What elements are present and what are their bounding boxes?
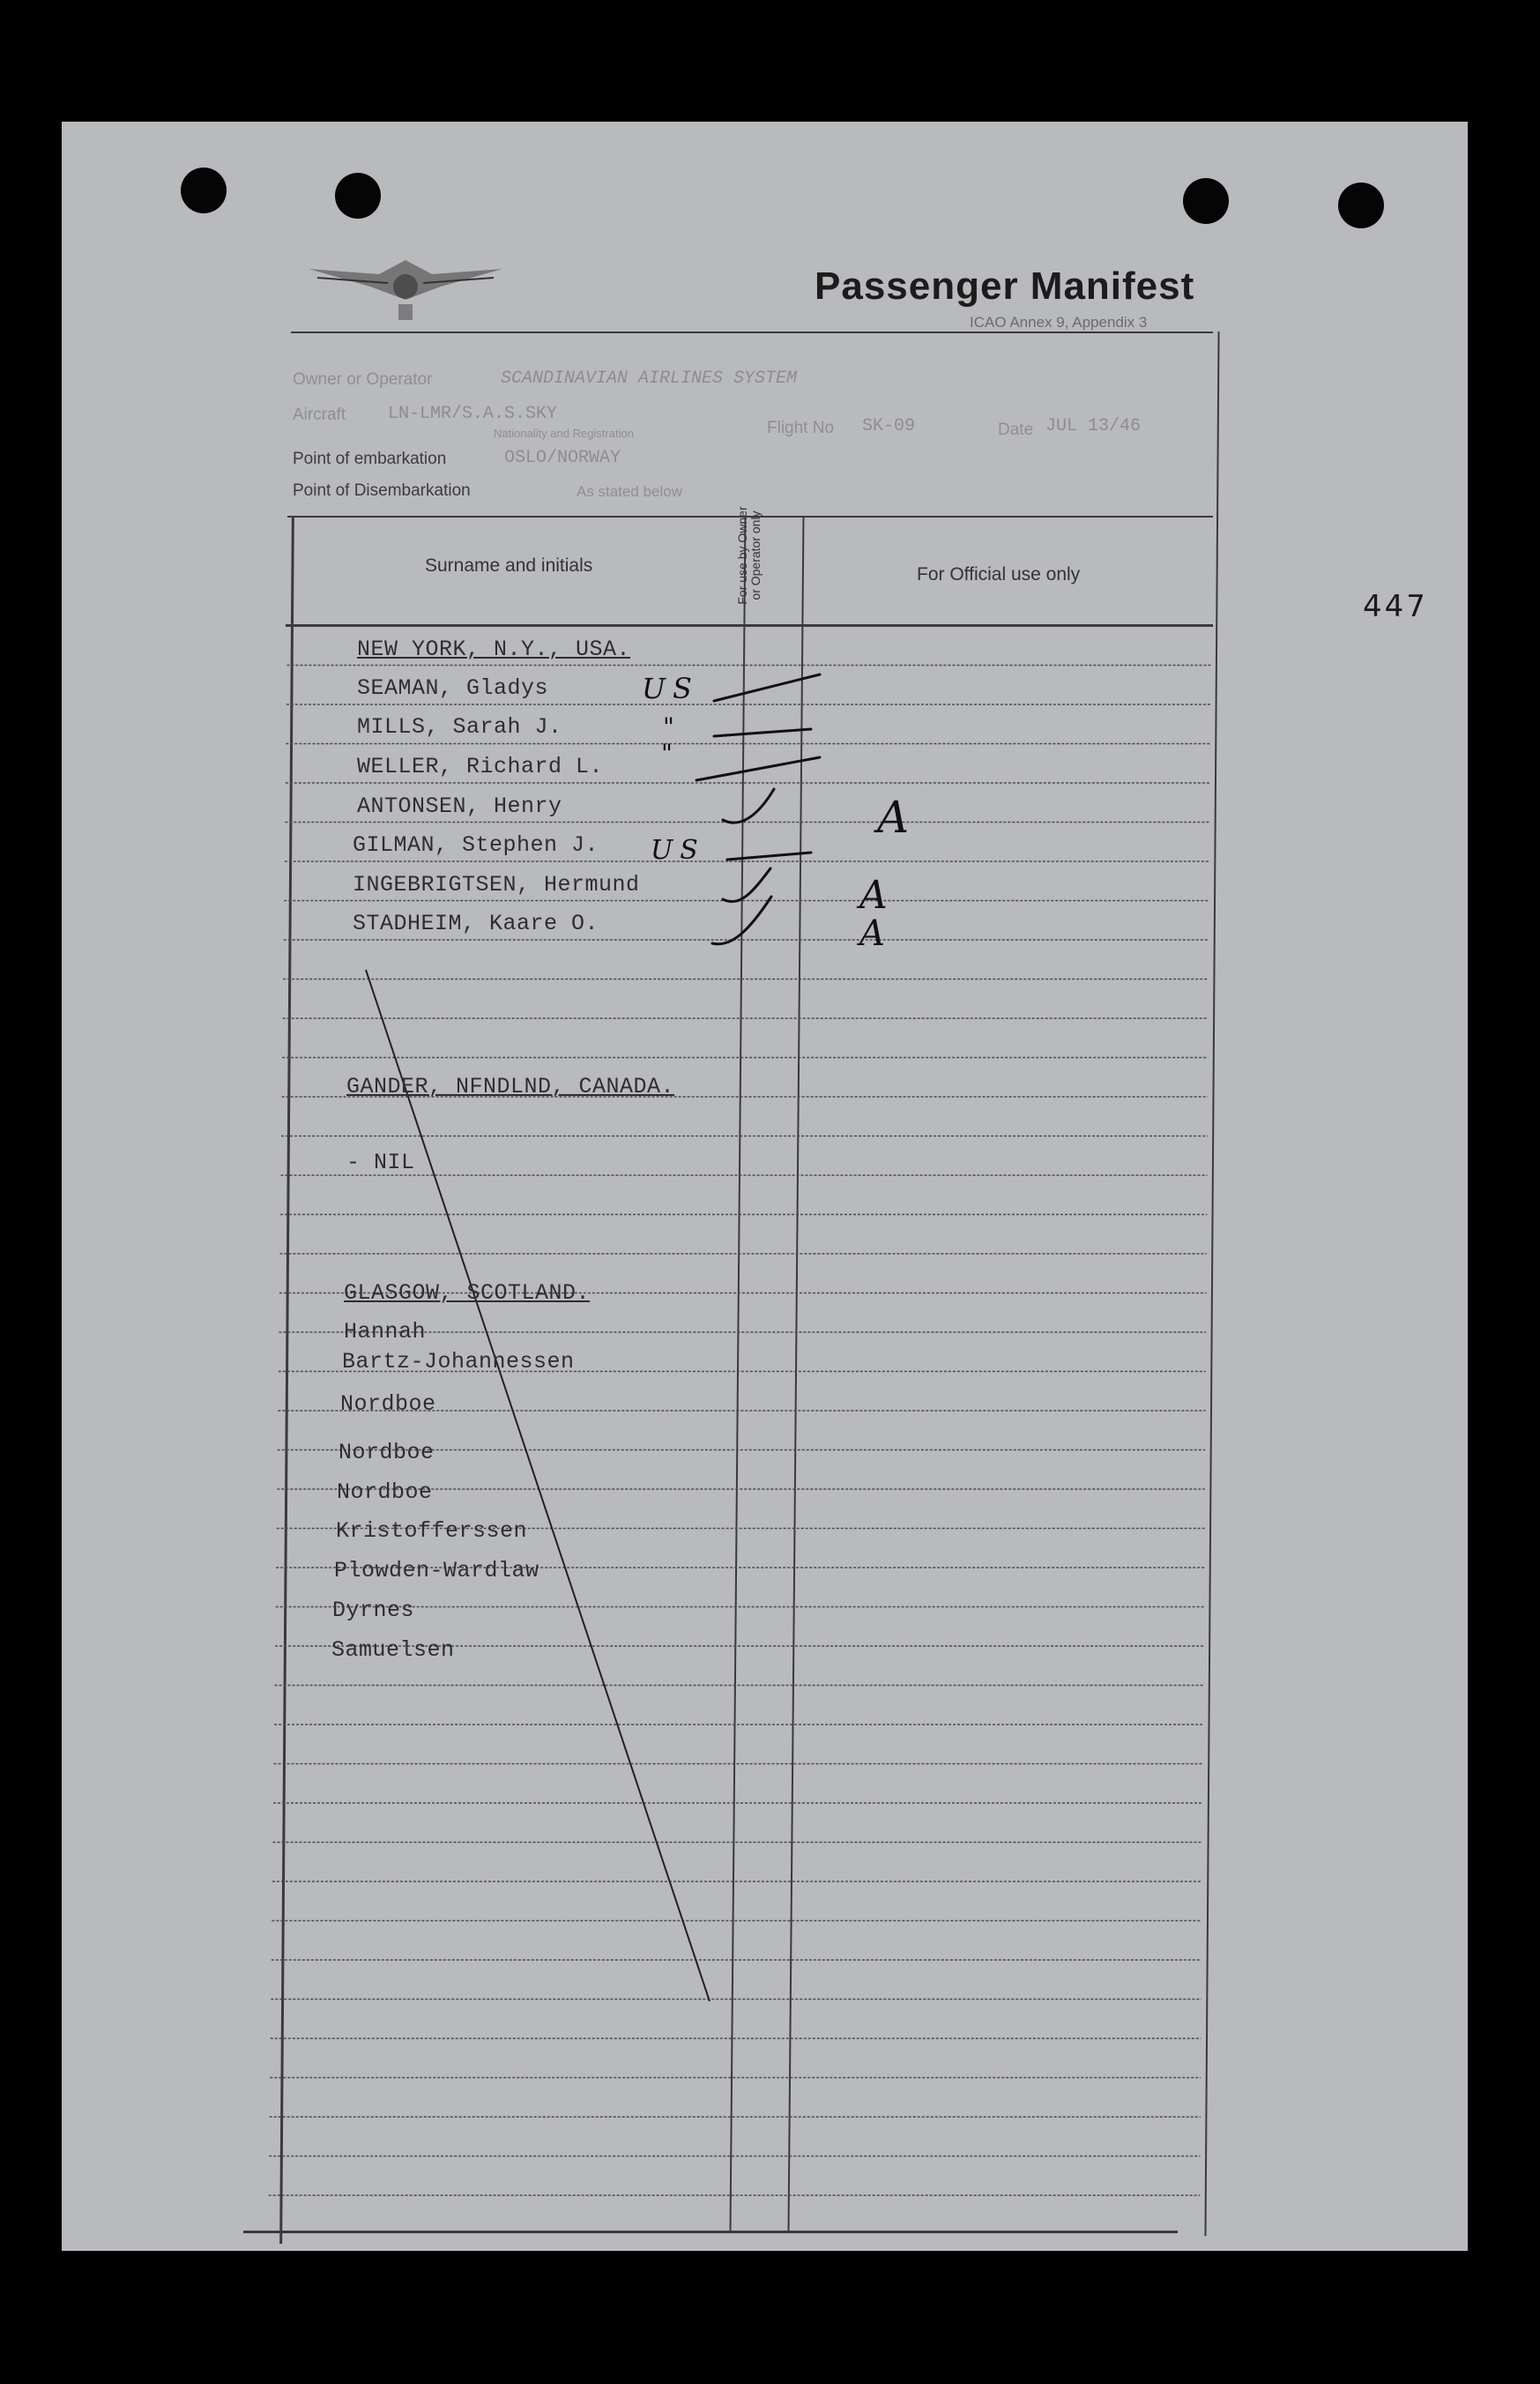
official-mark: A [859, 913, 885, 954]
embarkation-label: Point of embarkation [293, 450, 447, 468]
form-title: Passenger Manifest [815, 264, 1195, 308]
form-subtitle: ICAO Annex 9, Appendix 3 [970, 314, 1148, 331]
embarkation-value: OSLO/NORWAY [504, 448, 621, 468]
passenger-name: Dyrnes [332, 1598, 415, 1623]
column-head-surname: Surname and initials [425, 555, 593, 576]
flight-value: SK-09 [862, 416, 916, 436]
date-label: Date [998, 421, 1034, 439]
handwritten-ditto: " [663, 712, 674, 741]
passenger-name: INGEBRIGTSEN, Hermund [353, 872, 640, 898]
owner-label: Owner or Operator [293, 370, 433, 389]
passenger-name: Nordboe [337, 1479, 433, 1505]
passenger-name: STADHEIM, Kaare O. [353, 911, 599, 936]
passenger-name: Nordboe [340, 1391, 436, 1417]
punch-hole [1338, 183, 1384, 228]
nationality-note: Nationality and Registration [494, 427, 634, 440]
passenger-name: Kristofferssen [336, 1518, 528, 1544]
punch-hole [181, 168, 227, 213]
aircraft-label: Aircraft [293, 406, 346, 424]
section-destination: GANDER, NFNDLND, CANADA. [346, 1074, 675, 1099]
column-head-official: For Official use only [917, 564, 1081, 585]
handwritten-nationality: US [651, 835, 705, 866]
punch-hole [1183, 178, 1229, 224]
passenger-name: GILMAN, Stephen J. [353, 832, 599, 858]
passenger-name: Nordboe [339, 1440, 435, 1465]
section-destination: GLASGOW, SCOTLAND. [344, 1280, 591, 1306]
page-number: 447 [1363, 589, 1428, 624]
passenger-name: MILLS, Sarah J. [357, 714, 562, 740]
disembarkation-value: As stated below [577, 483, 683, 500]
passenger-name: Plowden-Wardlaw [334, 1558, 539, 1583]
form-top-rule [291, 332, 1213, 333]
passenger-name: WELLER, Richard L. [357, 754, 604, 779]
passenger-name: Hannah [344, 1319, 427, 1345]
official-mark: A [859, 873, 888, 918]
disembarkation-label: Point of Disembarkation [293, 481, 471, 500]
aircraft-value: LN-LMR/S.A.S.SKY [388, 404, 558, 424]
date-value: JUL 13/46 [1045, 416, 1142, 436]
handwritten-ditto: " [661, 739, 673, 768]
passenger-name: Samuelsen [331, 1637, 455, 1663]
airline-wings-logo-icon [300, 251, 511, 331]
column-head-owner-use: For use by Owner or Operator only [735, 506, 763, 605]
passenger-name: ANTONSEN, Henry [357, 793, 562, 819]
passenger-name: - NIL [346, 1150, 415, 1175]
passenger-name: SEAMAN, Gladys [357, 675, 549, 701]
handwritten-nationality: US [642, 672, 699, 705]
passenger-name: Bartz-Johannessen [342, 1349, 575, 1375]
flight-label: Flight No [767, 419, 835, 437]
handwritten-checkmarks [688, 666, 829, 948]
owner-value: SCANDINAVIAN AIRLINES SYSTEM [501, 369, 798, 389]
punch-hole [335, 173, 381, 219]
section-destination: NEW YORK, N.Y., USA. [357, 637, 631, 662]
official-mark: A [877, 792, 910, 843]
